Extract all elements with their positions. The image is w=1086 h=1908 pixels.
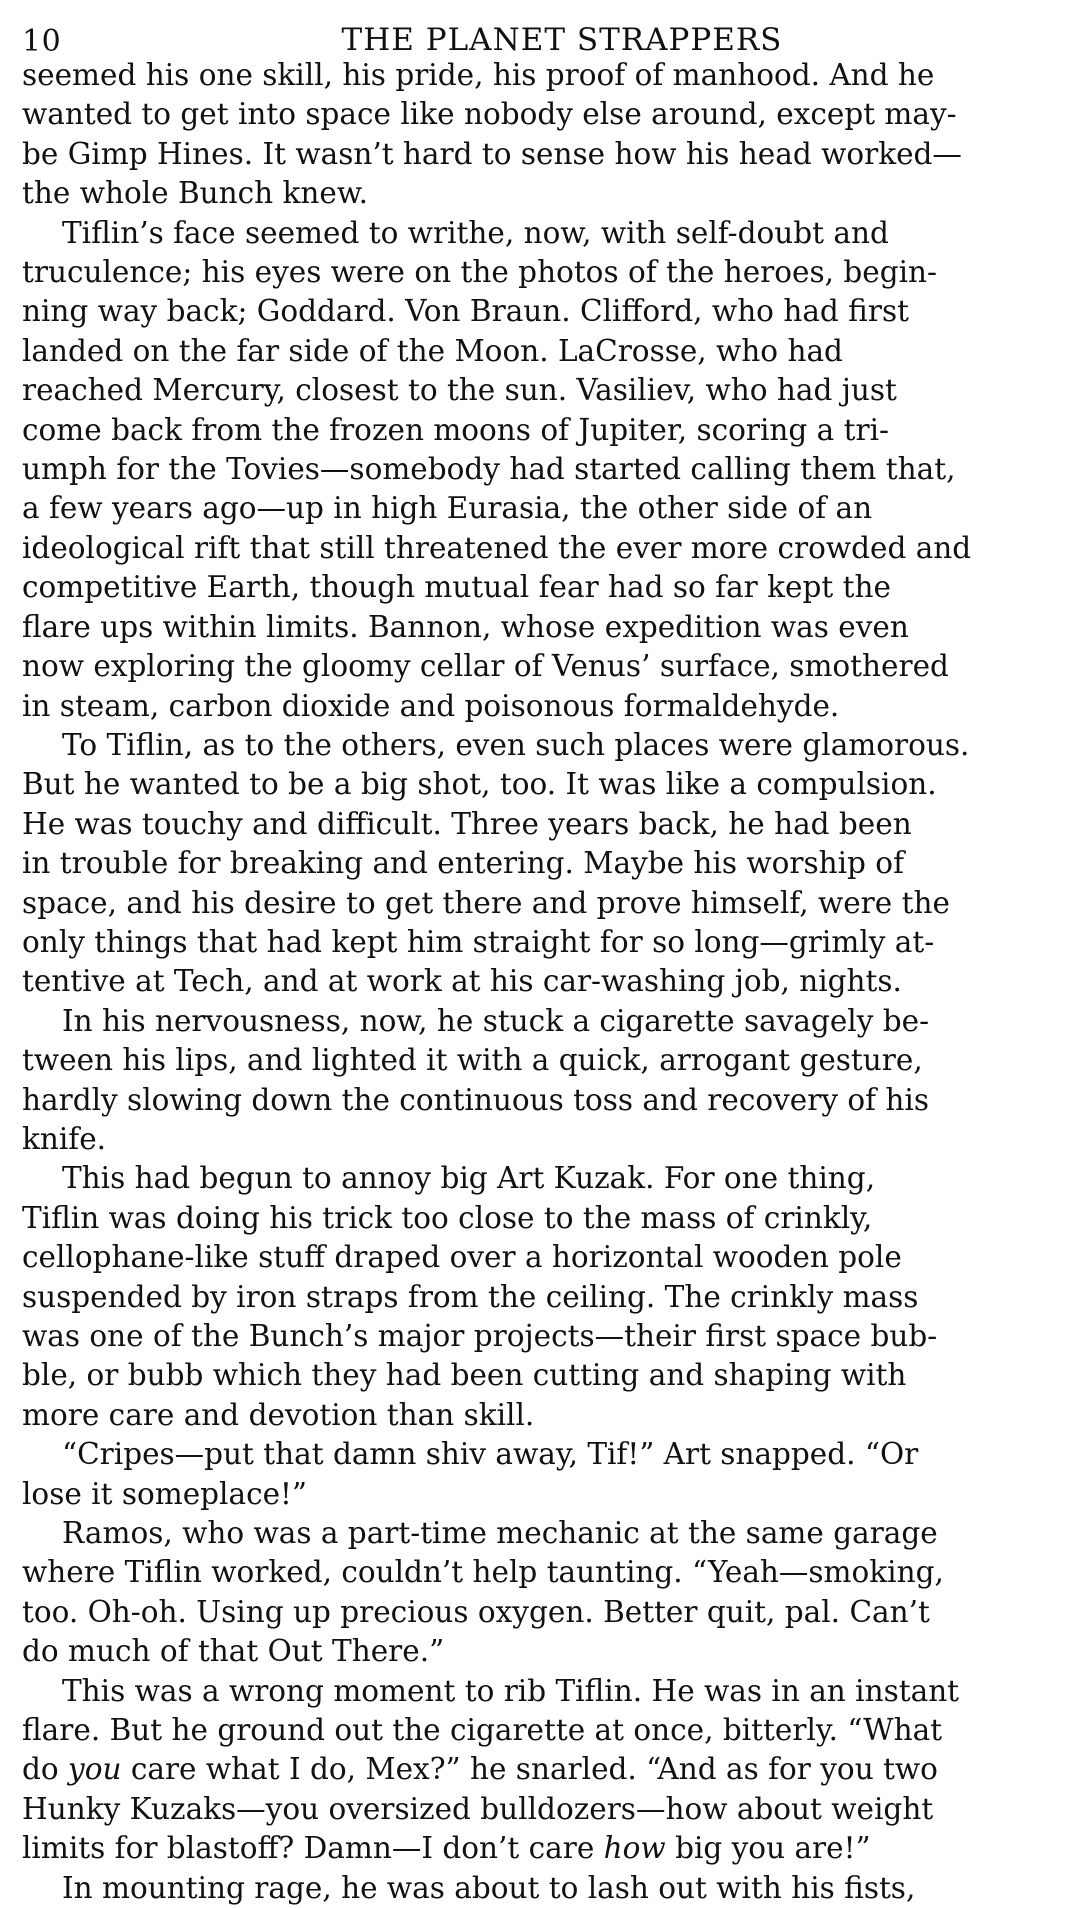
text-line <box>22 1672 1062 1711</box>
text-line <box>22 608 1062 647</box>
text-run: knife. <box>22 1121 107 1156</box>
text-run: more care and devotion than skill. <box>22 1397 535 1432</box>
text-line <box>22 1593 1062 1632</box>
text-line <box>22 253 1062 292</box>
body-text <box>22 56 1062 1908</box>
text-line <box>22 332 1062 371</box>
text-run: hardly slowing down the continuous toss and recovery of his <box>22 1082 929 1117</box>
text-run: suspended by iron straps from the ceiling. The crinkly mass <box>22 1279 919 1314</box>
text-run: In his nervousness, now, he stuck a cigarette savagely be- <box>62 1003 930 1038</box>
text-run: lose it someplace!” <box>22 1476 307 1511</box>
text-line <box>22 1238 1062 1277</box>
text-run: do much of that Out There.” <box>22 1634 445 1669</box>
text-run: be Gimp Hines. It wasn’t hard to sense how his head worked— <box>22 136 962 171</box>
text-run: competitive Earth, though mutual fear had so far kept the <box>22 570 891 605</box>
italic-text: how <box>603 1831 666 1866</box>
text-run: wanted to get into space like nobody else around, except may- <box>22 97 957 132</box>
text-line <box>22 1317 1062 1356</box>
text-run: To Tiflin, as to the others, even such places were glamorous. <box>62 727 970 762</box>
text-run: flare ups within limits. Bannon, whose expedition was even <box>22 609 909 644</box>
text-run: truculence; his eyes were on the photos of the heroes, begin- <box>22 255 938 290</box>
text-line <box>22 1081 1062 1120</box>
text-run: Hunky Kuzaks—you oversized bulldozers—how about weight <box>22 1791 934 1826</box>
text-line <box>22 1041 1062 1080</box>
text-line <box>22 411 1062 450</box>
text-line <box>22 687 1062 726</box>
text-run: This was a wrong moment to rib Tiflin. He was in an instant <box>62 1673 960 1708</box>
text-line <box>22 1278 1062 1317</box>
text-run: ideological rift that still threatened the ever more crowded and <box>22 530 972 565</box>
text-line <box>22 174 1062 213</box>
text-line <box>22 1829 1062 1868</box>
text-run: space, and his desire to get there and prove himself, were the <box>22 885 950 920</box>
text-run: “Cripes—put that damn shiv away, Tif!” Art snapped. “Or <box>62 1437 919 1472</box>
text-line <box>22 450 1062 489</box>
text-line <box>22 1199 1062 1238</box>
text-line <box>22 1396 1062 1435</box>
text-run: now exploring the gloomy cellar of Venus’ surface, smothered <box>22 649 949 684</box>
text-run: big you are!” <box>665 1831 871 1866</box>
text-run: in steam, carbon dioxide and poisonous formaldehyde. <box>22 688 840 723</box>
text-line <box>22 1514 1062 1553</box>
text-line <box>22 1356 1062 1395</box>
text-line <box>22 884 1062 923</box>
text-run: landed on the far side of the Moon. LaCrosse, who had <box>22 333 843 368</box>
text-run: where Tiflin worked, couldn’t help taunting. “Yeah—smoking, <box>22 1555 944 1590</box>
text-line <box>22 1435 1062 1474</box>
text-line <box>22 1553 1062 1592</box>
text-line <box>22 1632 1062 1671</box>
book-page <box>22 14 1062 1908</box>
text-run: cellophane-like stuff draped over a horizontal wooden pole <box>22 1240 902 1275</box>
text-line <box>22 135 1062 174</box>
text-run: ble, or bubb which they had been cutting and shaping with <box>22 1358 907 1393</box>
italic-text: you <box>68 1752 122 1787</box>
text-run: This had begun to annoy big Art Kuzak. For one thing, <box>62 1161 876 1196</box>
text-run: He was touchy and difficult. Three years back, he had been <box>22 806 912 841</box>
text-run: come back from the frozen moons of Jupiter, scoring a tri- <box>22 412 889 447</box>
text-line <box>22 726 1062 765</box>
text-line <box>22 1475 1062 1514</box>
text-line <box>22 1750 1062 1789</box>
page-number: 10 <box>22 24 62 59</box>
text-run: limits for blastoff? Damn—I don’t care <box>22 1831 604 1866</box>
text-line <box>22 292 1062 331</box>
text-line <box>22 56 1062 95</box>
text-run: ning way back; Goddard. Von Braun. Clifford, who had first <box>22 294 909 329</box>
text-line <box>22 95 1062 134</box>
text-run: reached Mercury, closest to the sun. Vasiliev, who had just <box>22 373 897 408</box>
text-line <box>22 805 1062 844</box>
text-line <box>22 844 1062 883</box>
text-run: umph for the Tovies—somebody had started calling them that, <box>22 452 956 487</box>
text-run: do <box>22 1752 69 1787</box>
text-line <box>22 1711 1062 1750</box>
text-run: tentive at Tech, and at work at his car-washing job, nights. <box>22 964 902 999</box>
text-line <box>22 647 1062 686</box>
text-run: was one of the Bunch’s major projects—their first space bub- <box>22 1319 938 1353</box>
text-line <box>22 1790 1062 1829</box>
text-line <box>22 371 1062 410</box>
text-line <box>22 1002 1062 1041</box>
text-run: care what I do, Mex?” he snarled. “And as for you two <box>121 1752 938 1787</box>
text-line <box>22 529 1062 568</box>
text-run: too. Oh-oh. Using up precious oxygen. Better quit, pal. Can’t <box>22 1594 930 1629</box>
text-line <box>22 1869 1062 1908</box>
text-run: a few years ago—up in high Eurasia, the other side of an <box>22 491 873 526</box>
text-run: seemed his one skill, his pride, his proof of manhood. And he <box>22 58 935 92</box>
book-title: THE PLANET STRAPPERS <box>341 22 783 58</box>
text-line <box>22 1120 1062 1159</box>
text-run: in trouble for breaking and entering. Maybe his worship of <box>22 846 904 881</box>
text-line <box>22 765 1062 804</box>
text-run: Tiflin was doing his trick too close to the mass of crinkly, <box>22 1200 873 1235</box>
text-run: tween his lips, and lighted it with a quick, arrogant gesture, <box>22 1043 923 1078</box>
text-line <box>22 923 1062 962</box>
text-line <box>22 962 1062 1001</box>
text-run: only things that had kept him straight for so long—grimly at- <box>22 924 935 959</box>
text-run: In mounting rage, he was about to lash out with his fists, <box>62 1870 916 1905</box>
text-line <box>22 489 1062 528</box>
text-run: Tiflin’s face seemed to writhe, now, with self-doubt and <box>62 215 889 250</box>
text-line <box>22 214 1062 253</box>
text-run: flare. But he ground out the cigarette at once, bitterly. “What <box>22 1713 943 1748</box>
running-head <box>22 14 1062 59</box>
text-run: Ramos, who was a part-time mechanic at the same garage <box>62 1516 938 1551</box>
text-run: the whole Bunch knew. <box>22 176 369 211</box>
text-line <box>22 568 1062 607</box>
text-line <box>22 1159 1062 1198</box>
text-run: But he wanted to be a big shot, too. It was like a compulsion. <box>22 767 937 802</box>
